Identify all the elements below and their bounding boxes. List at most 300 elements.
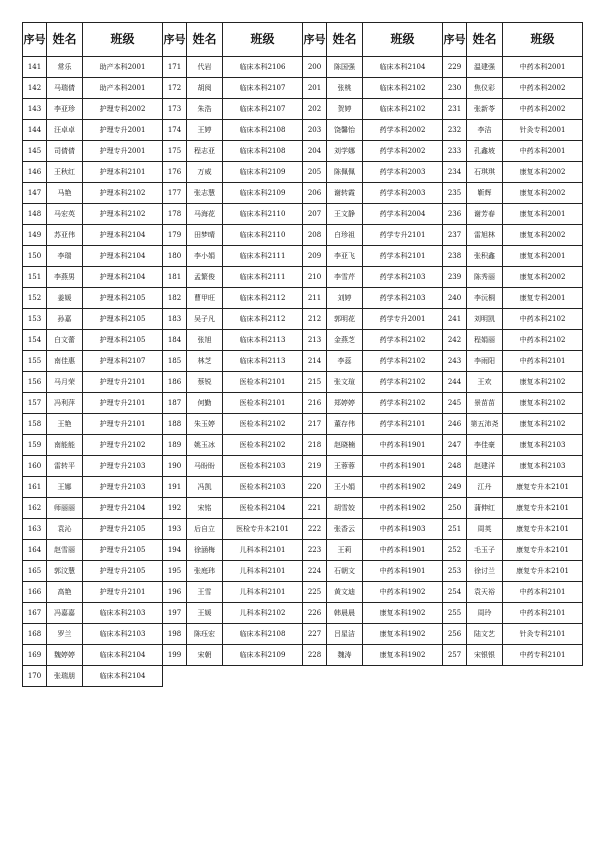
- seq-cell: 212: [303, 309, 327, 330]
- name-cell: 汪卓卓: [47, 120, 83, 141]
- name-cell: 李小娟: [187, 246, 223, 267]
- name-cell: 宋银银: [467, 645, 503, 666]
- seq-cell: 207: [303, 204, 327, 225]
- seq-header: 序号: [303, 23, 327, 57]
- class-cell: 护理本科2104: [83, 267, 163, 288]
- table-row: [23, 351, 583, 372]
- name-cell: 王雪: [187, 582, 223, 603]
- table-row: [23, 435, 583, 456]
- name-cell: 孔鑫坡: [467, 141, 503, 162]
- seq-cell: 211: [303, 288, 327, 309]
- name-cell: 王莉: [327, 540, 363, 561]
- seq-cell: 145: [23, 141, 47, 162]
- class-cell: 药学本科2101: [363, 246, 443, 267]
- name-cell: 陈珏宏: [187, 624, 223, 645]
- name-header: 姓名: [47, 23, 83, 57]
- class-cell: 中药本科2101: [503, 582, 583, 603]
- name-cell: 郑婷婷: [327, 393, 363, 414]
- seq-cell: 238: [443, 246, 467, 267]
- class-cell: 助产本科2001: [83, 78, 163, 99]
- seq-header: 序号: [163, 23, 187, 57]
- seq-cell: 194: [163, 540, 187, 561]
- seq-cell: 254: [443, 582, 467, 603]
- name-cell: 宋朝: [187, 645, 223, 666]
- class-cell: 医检本科2102: [223, 414, 303, 435]
- name-cell: 王娜: [47, 477, 83, 498]
- empty-cell: [223, 666, 303, 687]
- name-cell: 谢转霞: [327, 183, 363, 204]
- seq-cell: 228: [303, 645, 327, 666]
- seq-cell: 181: [163, 267, 187, 288]
- class-header: 班级: [363, 23, 443, 57]
- name-cell: 石琪琪: [467, 162, 503, 183]
- class-cell: 医检本科2101: [223, 372, 303, 393]
- table-row: [23, 99, 583, 120]
- class-cell: 医检本科2104: [223, 498, 303, 519]
- class-cell: 护理专升2105: [83, 561, 163, 582]
- name-cell: 雷转平: [47, 456, 83, 477]
- seq-cell: 202: [303, 99, 327, 120]
- seq-cell: 182: [163, 288, 187, 309]
- name-cell: 冯嘉嘉: [47, 603, 83, 624]
- seq-cell: 162: [23, 498, 47, 519]
- name-cell: 赵晓楠: [327, 435, 363, 456]
- table-row: [23, 225, 583, 246]
- name-cell: 李雨阳: [467, 351, 503, 372]
- seq-cell: 160: [23, 456, 47, 477]
- seq-cell: 155: [23, 351, 47, 372]
- name-cell: 林芝: [187, 351, 223, 372]
- class-cell: 护理专升2102: [83, 435, 163, 456]
- class-cell: 康复本科2001: [503, 204, 583, 225]
- empty-cell: [503, 666, 583, 687]
- table-row: [23, 540, 583, 561]
- name-cell: 江丹: [467, 477, 503, 498]
- name-cell: 刘婷: [327, 288, 363, 309]
- table-row: [23, 183, 583, 204]
- class-cell: 临床本科2107: [223, 99, 303, 120]
- seq-cell: 170: [23, 666, 47, 687]
- table-row: [23, 666, 583, 687]
- seq-cell: 249: [443, 477, 467, 498]
- seq-cell: 184: [163, 330, 187, 351]
- seq-cell: 237: [443, 225, 467, 246]
- seq-cell: 196: [163, 582, 187, 603]
- name-cell: 马艳: [47, 183, 83, 204]
- seq-cell: 188: [163, 414, 187, 435]
- seq-cell: 190: [163, 456, 187, 477]
- name-cell: 冯利萍: [47, 393, 83, 414]
- seq-cell: 172: [163, 78, 187, 99]
- name-cell: 毛玉子: [467, 540, 503, 561]
- name-cell: 蒲伸红: [467, 498, 503, 519]
- seq-cell: 157: [23, 393, 47, 414]
- class-cell: 护理专升2105: [83, 540, 163, 561]
- class-cell: 中药本科1902: [363, 582, 443, 603]
- table-row: [23, 204, 583, 225]
- class-cell: 儿科本科2101: [223, 561, 303, 582]
- table-row: [23, 162, 583, 183]
- seq-cell: 164: [23, 540, 47, 561]
- name-cell: 焦仪彩: [467, 78, 503, 99]
- name-cell: 张积鑫: [467, 246, 503, 267]
- class-cell: 中药本科1901: [363, 456, 443, 477]
- table-row: [23, 456, 583, 477]
- class-cell: 康复本科1902: [363, 624, 443, 645]
- class-cell: 中药本科2001: [503, 57, 583, 78]
- class-cell: 中药本科2101: [503, 603, 583, 624]
- seq-cell: 192: [163, 498, 187, 519]
- name-cell: 姚玉冰: [187, 435, 223, 456]
- name-cell: 袁沁: [47, 519, 83, 540]
- table-row: [23, 141, 583, 162]
- seq-cell: 209: [303, 246, 327, 267]
- class-cell: 药学本科2103: [363, 288, 443, 309]
- name-cell: 南佳惠: [47, 351, 83, 372]
- name-cell: 李洁: [467, 120, 503, 141]
- class-cell: 中药本科2102: [503, 309, 583, 330]
- class-cell: 中药专科2101: [503, 645, 583, 666]
- class-cell: 护理专升2101: [83, 582, 163, 603]
- seq-cell: 230: [443, 78, 467, 99]
- seq-header: 序号: [443, 23, 467, 57]
- class-cell: 中药本科2102: [503, 330, 583, 351]
- class-cell: 康复本科2103: [503, 456, 583, 477]
- seq-cell: 236: [443, 204, 467, 225]
- class-cell: 护理专升2103: [83, 456, 163, 477]
- table-row: [23, 393, 583, 414]
- class-cell: 康复本科2103: [503, 435, 583, 456]
- name-cell: 程娟丽: [467, 330, 503, 351]
- seq-cell: 201: [303, 78, 327, 99]
- class-cell: 药学本科2002: [363, 141, 443, 162]
- seq-header: 序号: [23, 23, 47, 57]
- name-cell: 金燕芝: [327, 330, 363, 351]
- seq-cell: 167: [23, 603, 47, 624]
- seq-cell: 247: [443, 435, 467, 456]
- class-cell: 临床本科2108: [223, 624, 303, 645]
- class-cell: 康复本科2102: [503, 393, 583, 414]
- seq-cell: 252: [443, 540, 467, 561]
- name-cell: 雷旭林: [467, 225, 503, 246]
- seq-cell: 233: [443, 141, 467, 162]
- name-cell: 朱浩: [187, 99, 223, 120]
- class-cell: 药学本科2103: [363, 267, 443, 288]
- class-cell: 护理专升2101: [83, 372, 163, 393]
- name-cell: 贺婷: [327, 99, 363, 120]
- seq-cell: 215: [303, 372, 327, 393]
- seq-cell: 191: [163, 477, 187, 498]
- seq-cell: 227: [303, 624, 327, 645]
- class-cell: 药学专升2101: [363, 225, 443, 246]
- table-row: [23, 477, 583, 498]
- seq-cell: 223: [303, 540, 327, 561]
- seq-cell: 217: [303, 414, 327, 435]
- seq-cell: 193: [163, 519, 187, 540]
- name-cell: 师丽丽: [47, 498, 83, 519]
- name-cell: 周英: [467, 519, 503, 540]
- class-cell: 中药本科1901: [363, 561, 443, 582]
- class-cell: 临床本科2113: [223, 351, 303, 372]
- seq-cell: 166: [23, 582, 47, 603]
- class-cell: 临床本科2109: [223, 162, 303, 183]
- seq-cell: 226: [303, 603, 327, 624]
- class-cell: 康复本科2002: [503, 267, 583, 288]
- seq-cell: 199: [163, 645, 187, 666]
- class-cell: 中药本科2001: [503, 141, 583, 162]
- seq-cell: 251: [443, 519, 467, 540]
- class-cell: 护理本科2101: [83, 162, 163, 183]
- class-cell: 临床本科2104: [83, 645, 163, 666]
- name-cell: 万威: [187, 162, 223, 183]
- class-cell: 护理专升2001: [83, 141, 163, 162]
- seq-cell: 243: [443, 351, 467, 372]
- class-cell: 临床本科2103: [83, 624, 163, 645]
- name-cell: 姜媛: [47, 288, 83, 309]
- seq-cell: 240: [443, 288, 467, 309]
- class-cell: 护理专升2104: [83, 498, 163, 519]
- name-cell: 张文瑄: [327, 372, 363, 393]
- name-cell: 赵建洋: [467, 456, 503, 477]
- table-row: [23, 330, 583, 351]
- name-cell: 朱玉婷: [187, 414, 223, 435]
- class-cell: 药学专升2001: [363, 309, 443, 330]
- name-cell: 刘学娜: [327, 141, 363, 162]
- empty-cell: [303, 666, 327, 687]
- class-cell: 临床本科2104: [83, 666, 163, 687]
- name-cell: 董存伟: [327, 414, 363, 435]
- class-cell: 护理专升2101: [83, 393, 163, 414]
- name-cell: 吴子凡: [187, 309, 223, 330]
- class-cell: 临床本科2104: [363, 57, 443, 78]
- name-cell: 李瑞: [47, 246, 83, 267]
- name-cell: 王秋红: [47, 162, 83, 183]
- table-row: [23, 414, 583, 435]
- name-cell: 谢芳春: [467, 204, 503, 225]
- class-cell: 临床本科2102: [363, 99, 443, 120]
- seq-cell: 143: [23, 99, 47, 120]
- seq-cell: 189: [163, 435, 187, 456]
- class-cell: 药学本科2102: [363, 351, 443, 372]
- class-cell: 医检专升本2101: [223, 519, 303, 540]
- seq-cell: 231: [443, 99, 467, 120]
- seq-cell: 229: [443, 57, 467, 78]
- name-cell: 马瑞倩: [47, 78, 83, 99]
- class-cell: 康复本科2002: [503, 225, 583, 246]
- class-cell: 医检本科2103: [223, 477, 303, 498]
- class-cell: 药学本科2003: [363, 162, 443, 183]
- class-cell: 临床本科2108: [223, 141, 303, 162]
- seq-cell: 239: [443, 267, 467, 288]
- class-cell: 康复本科2002: [503, 183, 583, 204]
- class-cell: 中药本科2101: [503, 351, 583, 372]
- seq-cell: 175: [163, 141, 187, 162]
- class-cell: 护理本科2104: [83, 246, 163, 267]
- name-cell: 田梦晴: [187, 225, 223, 246]
- name-cell: 后自立: [187, 519, 223, 540]
- table-row: [23, 267, 583, 288]
- name-cell: 何勤: [187, 393, 223, 414]
- class-cell: 护理本科2107: [83, 351, 163, 372]
- seq-cell: 149: [23, 225, 47, 246]
- name-cell: 陈佩佩: [327, 162, 363, 183]
- class-cell: 护理本科2102: [83, 204, 163, 225]
- name-cell: 宋铭: [187, 498, 223, 519]
- name-cell: 胡雪姣: [327, 498, 363, 519]
- class-header: 班级: [83, 23, 163, 57]
- class-cell: 护理本科2105: [83, 288, 163, 309]
- seq-cell: 195: [163, 561, 187, 582]
- seq-cell: 208: [303, 225, 327, 246]
- student-roster-table: [22, 22, 583, 687]
- seq-cell: 220: [303, 477, 327, 498]
- class-cell: 临床本科2102: [363, 78, 443, 99]
- seq-cell: 154: [23, 330, 47, 351]
- class-cell: 康复专升本2101: [503, 477, 583, 498]
- class-cell: 中药本科2002: [503, 78, 583, 99]
- name-cell: 李佳豪: [467, 435, 503, 456]
- class-cell: 中药本科1902: [363, 477, 443, 498]
- table-row: [23, 645, 583, 666]
- class-cell: 临床本科2113: [223, 330, 303, 351]
- class-cell: 临床本科2111: [223, 267, 303, 288]
- name-cell: 韩晨晨: [327, 603, 363, 624]
- seq-cell: 176: [163, 162, 187, 183]
- name-cell: 高艳: [47, 582, 83, 603]
- class-cell: 临床本科2110: [223, 204, 303, 225]
- header-row: [23, 23, 583, 57]
- class-header: 班级: [223, 23, 303, 57]
- name-cell: 陈国强: [327, 57, 363, 78]
- class-cell: 康复本科1902: [363, 645, 443, 666]
- empty-cell: [443, 666, 467, 687]
- class-cell: 医检本科2103: [223, 456, 303, 477]
- class-cell: 临床本科2107: [223, 78, 303, 99]
- class-cell: 医检本科2101: [223, 393, 303, 414]
- seq-cell: 257: [443, 645, 467, 666]
- class-cell: 儿科本科2101: [223, 582, 303, 603]
- name-cell: 李雪芹: [327, 267, 363, 288]
- class-cell: 护理专升2101: [83, 414, 163, 435]
- class-cell: 康复专升本2101: [503, 561, 583, 582]
- name-cell: 饶馨怡: [327, 120, 363, 141]
- class-cell: 药学本科2101: [363, 414, 443, 435]
- name-cell: 代岩: [187, 57, 223, 78]
- name-cell: 吕星洁: [327, 624, 363, 645]
- class-cell: 康复本科2002: [503, 162, 583, 183]
- class-cell: 康复本科2102: [503, 414, 583, 435]
- name-cell: 曹甲旺: [187, 288, 223, 309]
- seq-cell: 159: [23, 435, 47, 456]
- seq-cell: 153: [23, 309, 47, 330]
- name-cell: 黄文迪: [327, 582, 363, 603]
- seq-cell: 187: [163, 393, 187, 414]
- name-cell: 胡阅: [187, 78, 223, 99]
- class-cell: 药学本科2003: [363, 183, 443, 204]
- name-cell: 郭汶慧: [47, 561, 83, 582]
- name-cell: 张旭: [187, 330, 223, 351]
- seq-cell: 171: [163, 57, 187, 78]
- seq-cell: 250: [443, 498, 467, 519]
- name-cell: 司倩倩: [47, 141, 83, 162]
- seq-cell: 204: [303, 141, 327, 162]
- class-cell: 康复专科2001: [503, 288, 583, 309]
- name-cell: 马盼盼: [187, 456, 223, 477]
- seq-cell: 168: [23, 624, 47, 645]
- seq-cell: 156: [23, 372, 47, 393]
- class-cell: 临床本科2106: [223, 57, 303, 78]
- name-cell: 张瑞朋: [47, 666, 83, 687]
- name-cell: 魏涛: [327, 645, 363, 666]
- name-cell: 张庭玮: [187, 561, 223, 582]
- table-row: [23, 309, 583, 330]
- seq-cell: 216: [303, 393, 327, 414]
- name-cell: 蔡锐: [187, 372, 223, 393]
- table-row: [23, 582, 583, 603]
- name-cell: 冯凯: [187, 477, 223, 498]
- name-cell: 周玲: [467, 603, 503, 624]
- class-cell: 护理专升2001: [83, 120, 163, 141]
- table-row: [23, 120, 583, 141]
- seq-cell: 248: [443, 456, 467, 477]
- name-cell: 温建强: [467, 57, 503, 78]
- class-cell: 药学本科2004: [363, 204, 443, 225]
- name-cell: 徐讨兰: [467, 561, 503, 582]
- name-cell: 张新苓: [467, 99, 503, 120]
- name-cell: 李燕男: [47, 267, 83, 288]
- name-cell: 马宏英: [47, 204, 83, 225]
- name-cell: 王小娟: [327, 477, 363, 498]
- seq-cell: 177: [163, 183, 187, 204]
- name-cell: 郭明花: [327, 309, 363, 330]
- seq-cell: 198: [163, 624, 187, 645]
- name-cell: 靳辉: [467, 183, 503, 204]
- class-cell: 护理本科2102: [83, 183, 163, 204]
- class-cell: 护理本科2105: [83, 309, 163, 330]
- seq-cell: 224: [303, 561, 327, 582]
- name-cell: 孙嘉: [47, 309, 83, 330]
- name-cell: 王艳: [47, 414, 83, 435]
- seq-cell: 221: [303, 498, 327, 519]
- class-cell: 临床本科2110: [223, 225, 303, 246]
- class-cell: 临床本科2109: [223, 183, 303, 204]
- class-cell: 儿科本科2101: [223, 540, 303, 561]
- class-cell: 康复专升本2101: [503, 519, 583, 540]
- class-cell: 临床本科2109: [223, 645, 303, 666]
- name-cell: 程志亚: [187, 141, 223, 162]
- seq-cell: 246: [443, 414, 467, 435]
- empty-cell: [467, 666, 503, 687]
- seq-cell: 165: [23, 561, 47, 582]
- class-cell: 药学本科2102: [363, 330, 443, 351]
- name-cell: 李沅桐: [467, 288, 503, 309]
- name-cell: 第五沛尧: [467, 414, 503, 435]
- seq-cell: 148: [23, 204, 47, 225]
- name-cell: 袁天裕: [467, 582, 503, 603]
- class-cell: 助产本科2001: [83, 57, 163, 78]
- class-cell: 中药本科1902: [363, 498, 443, 519]
- name-cell: 南能能: [47, 435, 83, 456]
- table-row: [23, 624, 583, 645]
- seq-cell: 185: [163, 351, 187, 372]
- seq-cell: 142: [23, 78, 47, 99]
- seq-cell: 210: [303, 267, 327, 288]
- name-cell: 王蓉蓉: [327, 456, 363, 477]
- seq-cell: 151: [23, 267, 47, 288]
- name-cell: 王文静: [327, 204, 363, 225]
- class-cell: 药学本科2002: [363, 120, 443, 141]
- seq-cell: 205: [303, 162, 327, 183]
